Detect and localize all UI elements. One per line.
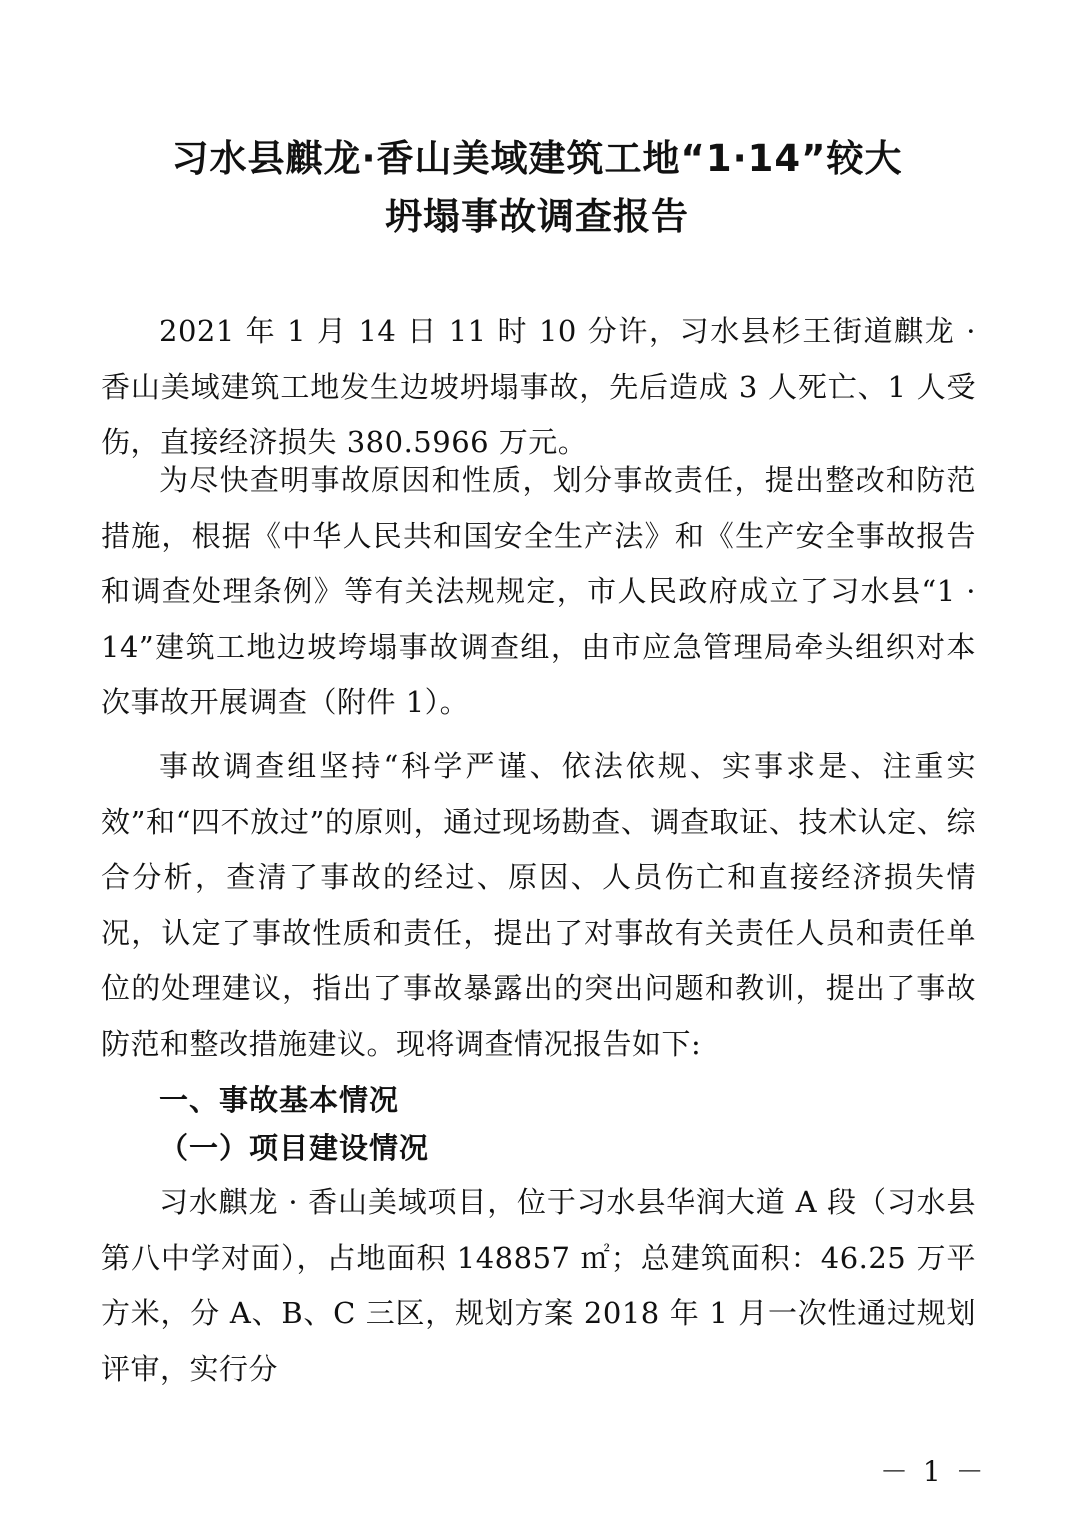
report-title-line-1: 习水县麒龙·香山美域建筑工地“1·14”较大 (171, 137, 903, 180)
section-heading: 一、事故基本情况 (159, 1083, 400, 1117)
paragraph-project-overview: 习水麒龙 · 香山美域项目，位于习水县华润大道 A 段（习水县第八中学对面），占地面积 148857 ㎡；总建筑面积：46.25 万平方米，分 A、B、C 三区，规划方案 2018 年 1 月一次性通过规划评审，实行分 (101, 1185, 976, 1386)
paragraph-investigation-principles: 事故调查组坚持“科学严谨、依法依规、实事求是、注重实效”和“四不放过”的原则，通过现场勘查、调查取证、技术认定、综合分析，查清了事故的经过、原因、人员伤亡和直接经济损失情况，认定了事故性质和责任，提出了对事故有关责任人员和责任单位的处理建议，指出了事故暴露出的突出问题和教训，提出了事故防范和整改措施建议。现将调查情况报告如下: (101, 749, 976, 1061)
paragraph-investigation-basis: 为尽快查明事故原因和性质，划分事故责任，提出整改和防范措施，根据《中华人民共和国安全生产法》和《生产安全事故报告和调查处理条例》等有关法规规定，市人民政府成立了习水县“1 · 14”建筑工地边坡垮塌事故调查组，由市应急管理局牵头组织对本次事故开展调查（附件 1）。 (101, 463, 976, 719)
subsection-heading: （一）项目建设情况 (159, 1131, 430, 1165)
report-title-line-2: 坍塌事故调查报告 (385, 195, 689, 238)
page-number: － 1 － (880, 1455, 987, 1488)
paragraph-incident-summary: 2021 年 1 月 14 日 11 时 10 分许，习水县杉王街道麒龙 · 香山美域建筑工地发生边坡坍塌事故，先后造成 3 人死亡、1 人受伤，直接经济损失 380.5966 万元。 (101, 314, 976, 459)
